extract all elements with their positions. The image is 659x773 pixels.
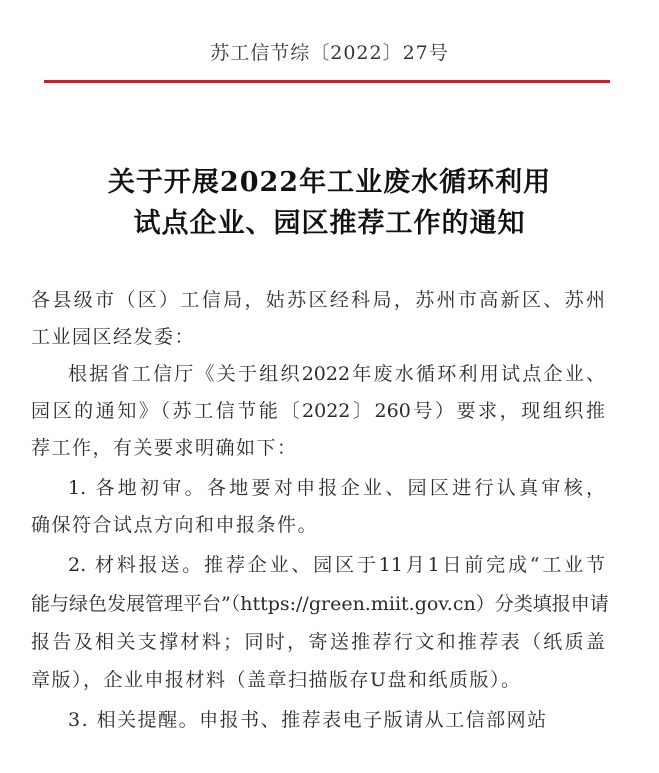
- document-number: 苏工信节综〔2022〕27号: [210, 42, 449, 64]
- body-line-item2-2: 能与绿色发展管理平台”（https://green.miit.gov.cn）分类填报申请: [31, 593, 609, 615]
- red-header-rule: [44, 80, 610, 83]
- title-line-1: 关于开展2022年工业废水循环利用: [107, 167, 552, 198]
- body-line-item2-1: 2. 材料报送。推荐企业、园区于11月1日前完成“工业节: [68, 554, 605, 576]
- body-line-intro-3: 荐工作，有关要求明确如下：: [31, 437, 298, 459]
- body-line-item2-4: 章版），企业申报材料（盖章扫描版存U盘和纸质版）。: [31, 669, 522, 691]
- title-line-2: 试点企业、园区推荐工作的通知: [133, 208, 526, 239]
- body-line-addressees-1: 各县级市（区）工信局，姑苏区经科局，苏州市高新区、苏州: [31, 289, 605, 311]
- body-line-intro-1: 根据省工信厅《关于组织2022年废水循环利用试点企业、: [68, 363, 605, 385]
- body-line-intro-2: 园区的通知》（苏工信节能〔2022〕260号）要求，现组织推: [31, 400, 605, 422]
- body-line-item1-2: 确保符合试点方向和申报条件。: [31, 514, 319, 536]
- body-line-item1-1: 1. 各地初审。各地要对申报企业、园区进行认真审核，: [68, 477, 605, 499]
- body-line-item3-1: 3. 相关提醒。申报书、推荐表电子版请从工信部网站: [68, 709, 548, 731]
- body-line-item2-3: 报告及相关支撑材料；同时，寄送推荐行文和推荐表（纸质盖: [31, 631, 605, 653]
- body-line-addressees-2: 工业园区经发委：: [31, 326, 196, 348]
